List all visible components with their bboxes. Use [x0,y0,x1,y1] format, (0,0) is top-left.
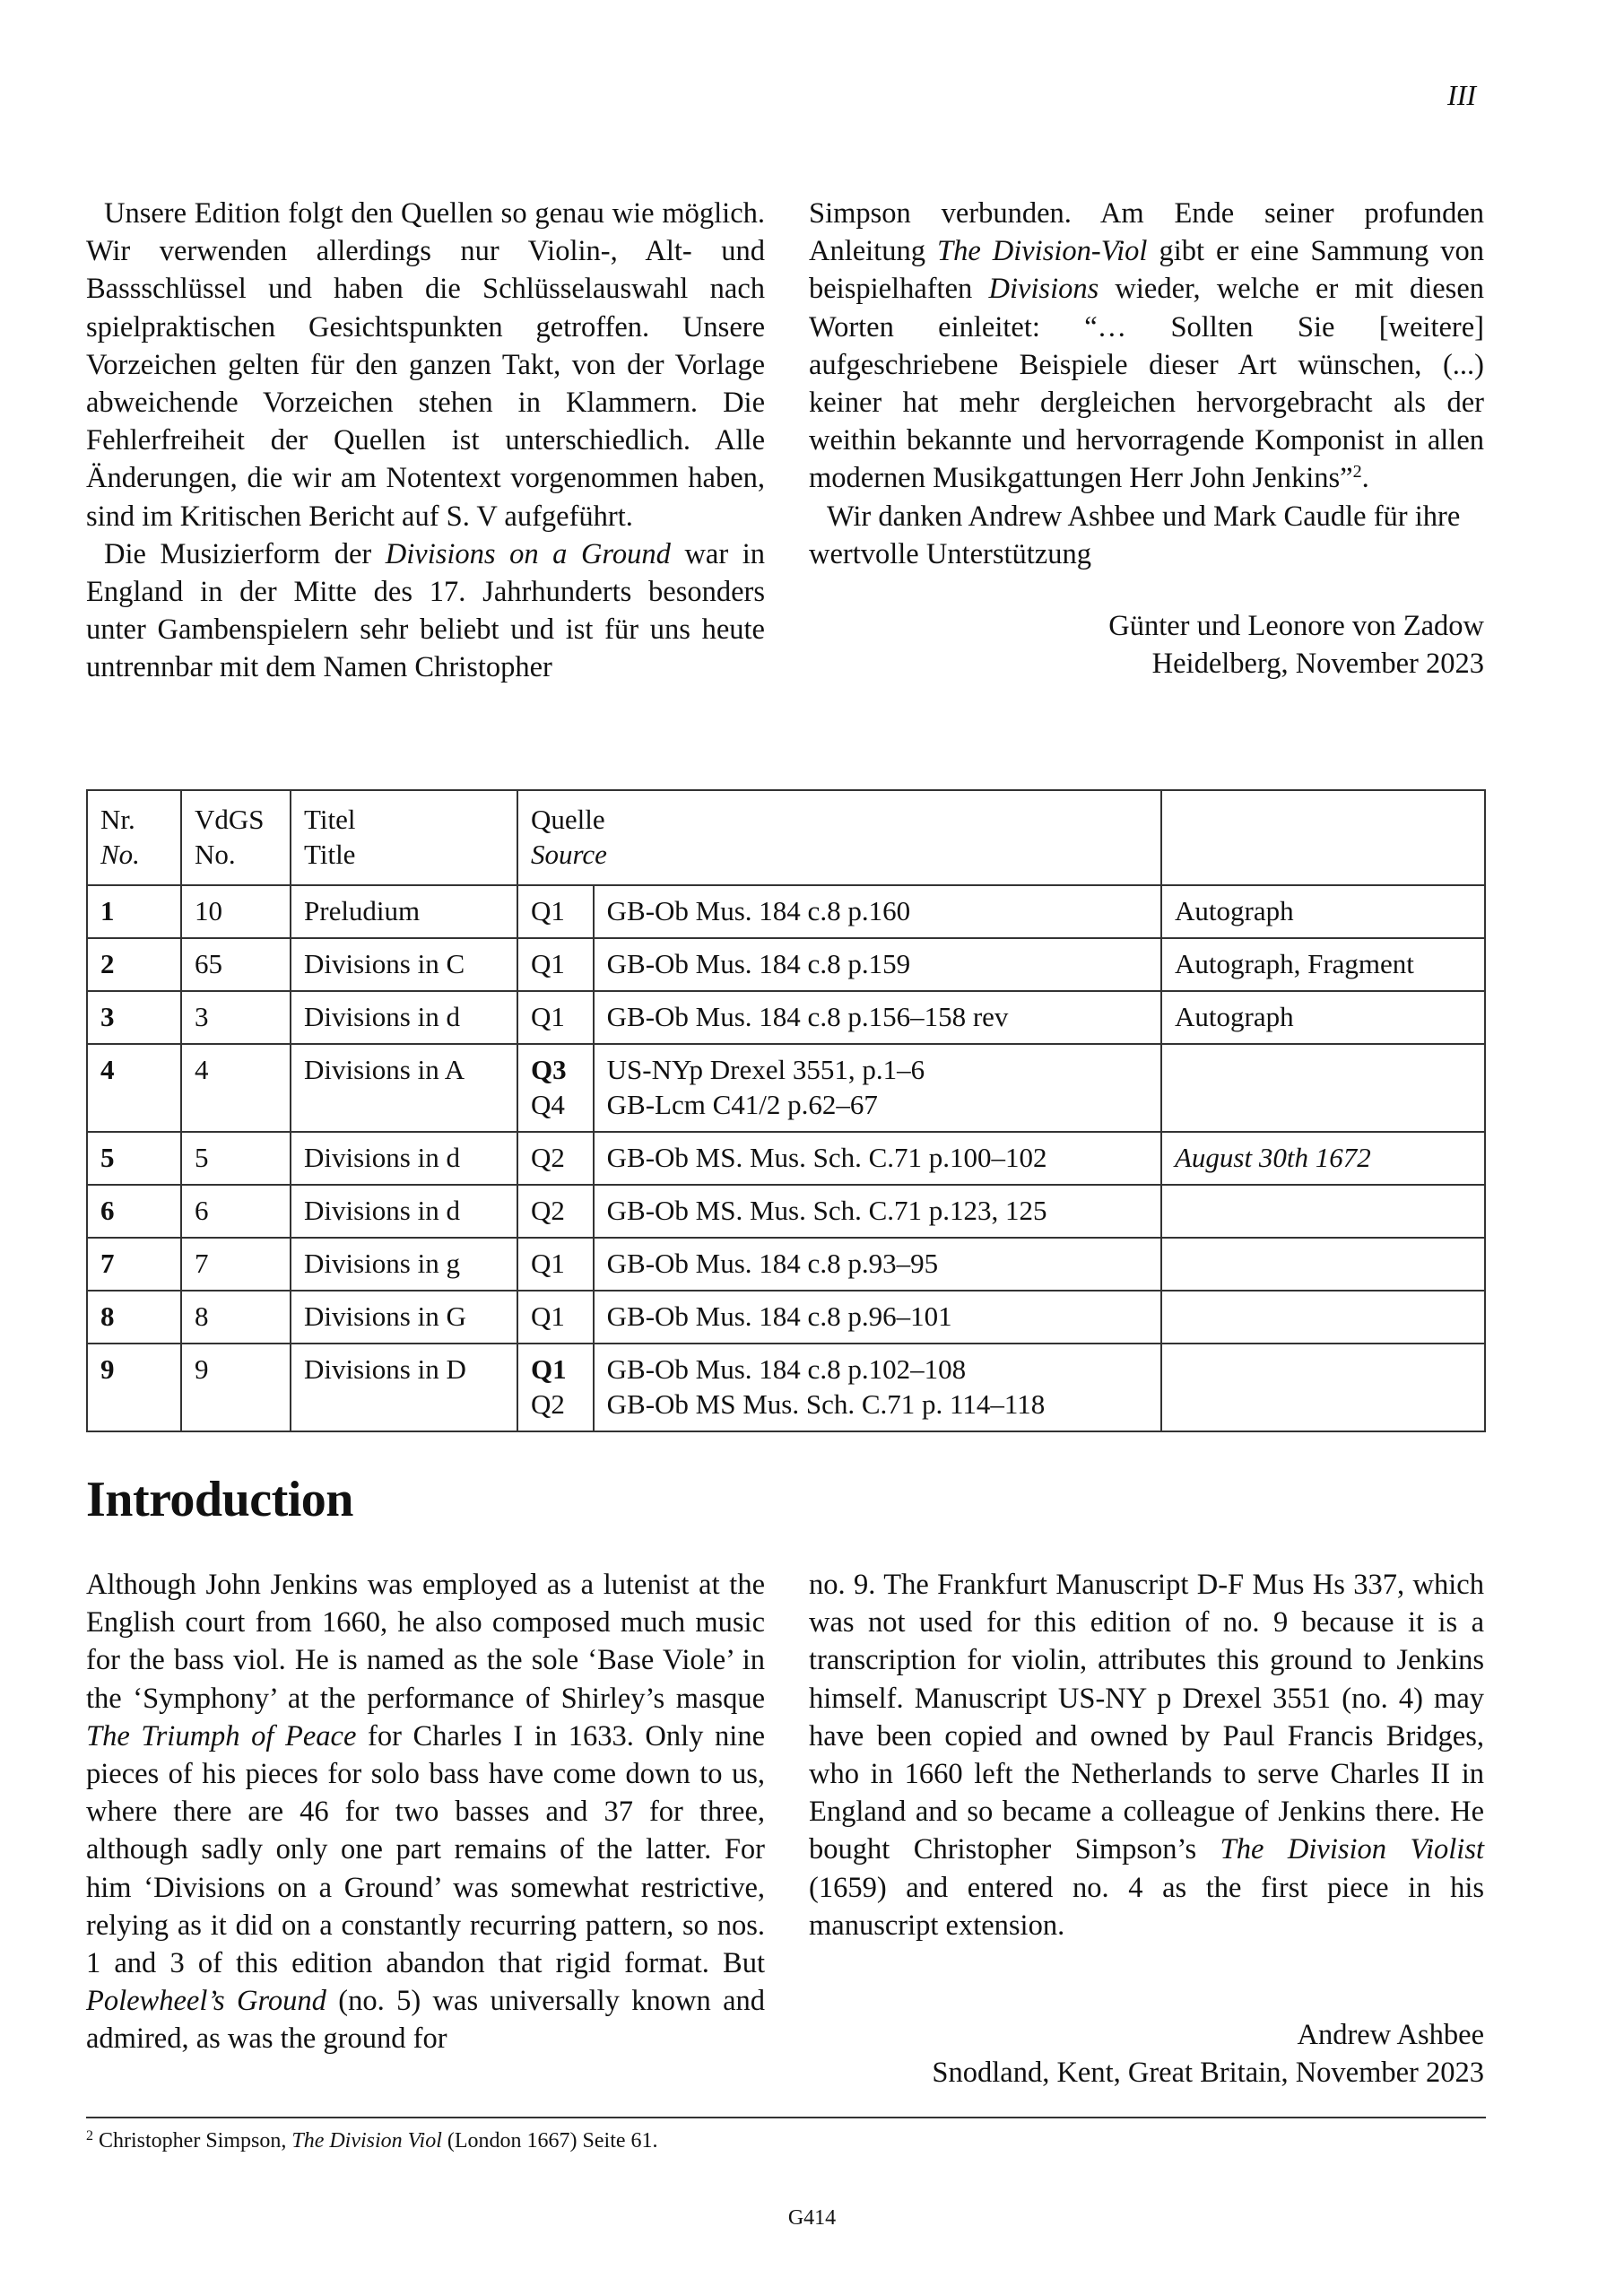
source-reference: GB-Ob Mus. 184 c.8 p.93–95 [606,1248,939,1279]
cell-source-reference [594,1132,1161,1185]
vdgs-number: 9 [195,1353,209,1385]
header-source [517,790,1161,885]
table-row [87,991,1485,1044]
cell-source-reference [594,1291,1161,1344]
text-run: no. 9. The Frankfurt Manuscript D-F Mus Hs 337, which was not used for this edition of no. 9 because it is a transcription for violin, attributes this ground to Jenkins himself. Manuscript US-NY p Drexel 3551 (no. 4) may have been copied and owned by Paul Francis Bridges, who in 1660 left the Netherlands to serve Charles II in England and so became a colleague of Jenkins there. He bought Christopher Simpson’s [809,1569,1484,1866]
header-label: Source [531,839,607,870]
source-siglum: Q2 [531,1388,565,1420]
text-run: Simpson verbunden. Am Ende seiner profunden Anleitung [809,197,1484,268]
cell-note [1161,885,1485,938]
cell-source-reference [594,1238,1161,1291]
work-title: Divisions in d [304,1001,460,1032]
italic-text: The Division Violist [1220,1833,1484,1866]
cell-source-siglum [517,1132,594,1185]
text-run: Although John Jenkins was employed as a lutenist at the English court from 1660, he also composed much music for the bass viol. He is named as the sole ‘Base Viole’ in the ‘Symphony’ at the performance of Shirley’s masque [86,1569,765,1715]
text-run: . [1361,462,1369,495]
footnote [86,2127,658,2154]
cell-source-siglum [517,991,594,1044]
cell-nr [87,1344,181,1431]
vdgs-number: 5 [195,1142,209,1173]
cell-nr [87,885,181,938]
header-notes [1161,790,1485,885]
source-siglum: Q3 [531,1054,567,1085]
table-row [87,1044,1485,1132]
source-reference: GB-Ob Mus. 184 c.8 p.159 [606,948,911,979]
cell-vdgs [181,1185,291,1238]
header-label: No. [195,839,236,870]
italic-text: Divisions [988,273,1099,306]
work-title: Divisions in A [304,1054,465,1085]
introduction-paragraph [86,1566,765,2058]
footnote-marker: 2 [86,2128,93,2144]
source-siglum: Q2 [531,1142,565,1173]
source-reference: US-NYp Drexel 3551, p.1–6 [606,1054,925,1085]
text-run: (no. 5) was universally known and admired, as was the ground for [86,1985,766,2056]
cell-title [291,1132,517,1185]
source-reference: GB-Ob MS. Mus. Sch. C.71 p.123, 125 [606,1195,1047,1226]
source-reference: GB-Ob Mus. 184 c.8 p.156–158 rev [606,1001,1009,1032]
cell-title [291,1238,517,1291]
preface-right-column [809,195,1484,683]
header-title [291,790,517,885]
table-row [87,885,1485,938]
preface-paragraph [86,535,765,687]
cell-vdgs [181,1044,291,1132]
source-siglum: Q1 [531,948,565,979]
cell-source-reference [594,938,1161,991]
cell-note [1161,1132,1485,1185]
cell-title [291,1044,517,1132]
cell-nr [87,1291,181,1344]
page-number: III [1447,79,1476,111]
source-note: Autograph [1175,1001,1294,1032]
vdgs-number: 8 [195,1300,209,1332]
work-number: 1 [100,895,115,926]
vdgs-number: 3 [195,1001,209,1032]
vdgs-number: 6 [195,1195,209,1226]
text-run: Christopher Simpson, [93,2129,292,2152]
header-label: Nr. [100,804,135,835]
source-reference: GB-Ob Mus. 184 c.8 p.96–101 [606,1300,952,1332]
cell-note [1161,1344,1485,1431]
vdgs-number: 10 [195,895,222,926]
works-table [86,789,1486,1432]
cell-source-siglum [517,1238,594,1291]
source-reference: GB-Lcm C41/2 p.62–67 [606,1089,878,1120]
text-run: Die Musizierform der [104,537,386,570]
work-number: 2 [100,948,115,979]
preface-paragraph: Unsere Edition folgt den Quellen so genau wie möglich. Wir verwenden allerdings nur Violin-, Alt- und Bassschlüssel und haben die Schlüsselauswahl nach spielpraktischen Gesichtspunkten getroffen. Unsere Vorzeichen gelten für den ganzen Takt, von der Vorlage abweichende Vorzeichen stehen in Klammern. Die Fehlerfreiheit der Quellen ist unterschiedlich. Alle Änderungen, die wir am Notentext vorgenommen haben, sind im Kritischen Bericht auf S. V aufgeführt. [86,197,765,533]
source-note: Autograph [1175,895,1294,926]
cell-vdgs [181,991,291,1044]
source-reference: GB-Ob MS. Mus. Sch. C.71 p.100–102 [606,1142,1047,1173]
footnote-divider [86,2117,1486,2118]
table-header-row [87,790,1485,885]
cell-source-reference [594,885,1161,938]
cell-source-reference [594,991,1161,1044]
source-siglum: Q1 [531,1353,567,1385]
cell-vdgs [181,1344,291,1431]
text-run: war in England in der Mitte des 17. Jahrhunderts besonders unter Gambenspielern sehr beliebt und ist für uns heute untrennbar mit dem Namen Christopher [86,537,765,684]
cell-title [291,885,517,938]
work-title: Divisions in g [304,1248,460,1279]
work-number: 4 [100,1054,115,1085]
cell-note [1161,1238,1485,1291]
cell-note [1161,1044,1485,1132]
text-run: gibt er eine Sammung von beispielhaften [809,235,1484,306]
italic-text: The Triumph of Peace [86,1719,357,1752]
work-title: Divisions in d [304,1195,460,1226]
vdgs-number: 7 [195,1248,209,1279]
source-reference: GB-Ob Mus. 184 c.8 p.160 [606,895,911,926]
work-number: 7 [100,1248,115,1279]
header-label: Title [304,839,356,870]
work-number: 3 [100,1001,115,1032]
work-title: Divisions in D [304,1353,466,1385]
text-run: (1659) and entered no. 4 as the first piece in his manuscript extension. [809,1871,1484,1942]
source-siglum: Q1 [531,1300,565,1332]
cell-title [291,1291,517,1344]
folio: G414 [787,2206,837,2230]
cell-nr [87,1238,181,1291]
table-row [87,1238,1485,1291]
cell-note [1161,1291,1485,1344]
header-label: Titel [304,804,356,835]
source-siglum: Q1 [531,1248,565,1279]
text-run: wieder, welche er mit diesen Worten einleitet: “… Sollten Sie [weitere] aufgeschriebene Beispiele dieser Art wünschen, (...) keiner hat mehr dergleichen hervorgebracht als der weithin bekannte und hervorragende Komponist in allen modernen Musikgattungen Herr John Jenkins” [809,273,1484,495]
cell-title [291,1185,517,1238]
italic-text: The Division Viol [291,2129,442,2152]
cell-title [291,938,517,991]
text-run: for Charles I in 1633. Only nine pieces of his pieces for solo bass have come down to us, where there are 46 for two basses and 37 for three, although sadly only one part remains of the latter. For him ‘Divisions on a Ground’ was somewhat restrictive, relying as it did on a constantly recurring pattern, so nos. 1 and 3 of this edition abandon that rigid format. But [86,1719,765,1980]
cell-source-siglum [517,1044,594,1132]
cell-source-reference [594,1044,1161,1132]
footnote-reference[interactable]: 2 [1352,462,1362,483]
vdgs-number: 4 [195,1054,209,1085]
table-row [87,938,1485,991]
header-nr [87,790,181,885]
work-number: 9 [100,1353,115,1385]
signature-place-date: Snodland, Kent, Great Britain, November 2023 [932,2057,1484,2090]
work-number: 5 [100,1142,115,1173]
cell-vdgs [181,1132,291,1185]
cell-source-siglum [517,938,594,991]
work-title: Divisions in C [304,948,465,979]
cell-nr [87,938,181,991]
table-row [87,1132,1485,1185]
cell-vdgs [181,1238,291,1291]
cell-vdgs [181,938,291,991]
signature-place-date: Heidelberg, November 2023 [1151,648,1484,681]
introduction-paragraph [809,1566,1484,1944]
cell-note [1161,991,1485,1044]
cell-nr [87,1185,181,1238]
source-note: August 30th 1672 [1175,1142,1371,1173]
cell-source-siglum [517,885,594,938]
source-siglum: Q1 [531,895,565,926]
preface-paragraph [809,195,1484,498]
introduction-left-column [86,1566,765,2058]
cell-title [291,991,517,1044]
cell-vdgs [181,1291,291,1344]
cell-nr [87,1044,181,1132]
text-run: (London 1667) Seite 61. [441,2129,658,2152]
table-row [87,1185,1485,1238]
preface-paragraph: Wir danken Andrew Ashbee und Mark Caudle für ihre wertvolle Unterstützung [809,500,1461,570]
source-siglum: Q4 [531,1089,565,1120]
vdgs-number: 65 [195,948,222,979]
header-vdgs [181,790,291,885]
header-label: No. [100,839,140,870]
cell-source-siglum [517,1185,594,1238]
signature-name: Günter und Leonore von Zadow [1108,610,1484,643]
cell-vdgs [181,885,291,938]
source-siglum: Q1 [531,1001,565,1032]
italic-text: The Division-Viol [937,235,1148,268]
cell-source-reference [594,1344,1161,1431]
cell-source-reference [594,1185,1161,1238]
source-reference: GB-Ob Mus. 184 c.8 p.102–108 [606,1353,967,1385]
cell-nr [87,1132,181,1185]
preface-left-column [86,195,765,687]
work-title: Divisions in G [304,1300,466,1332]
header-label: Quelle [531,804,605,835]
italic-text: Polewheel’s Ground [86,1985,326,2018]
cell-nr [87,991,181,1044]
cell-note [1161,1185,1485,1238]
work-title: Preludium [304,895,421,926]
work-number: 6 [100,1195,115,1226]
signature-name: Andrew Ashbee [1297,2019,1484,2052]
cell-title [291,1344,517,1431]
source-note: Autograph, Fragment [1175,948,1414,979]
section-title: Introduction [86,1472,353,1527]
introduction-right-column [809,1566,1484,2092]
cell-note [1161,938,1485,991]
work-title: Divisions in d [304,1142,460,1173]
italic-text: Divisions on a Ground [385,537,671,570]
work-number: 8 [100,1300,115,1332]
table-row [87,1344,1485,1431]
cell-source-siglum [517,1344,594,1431]
cell-source-siglum [517,1291,594,1344]
source-siglum: Q2 [531,1195,565,1226]
table-row [87,1291,1485,1344]
header-label: VdGS [195,804,265,835]
source-reference: GB-Ob MS Mus. Sch. C.71 p. 114–118 [606,1388,1046,1420]
